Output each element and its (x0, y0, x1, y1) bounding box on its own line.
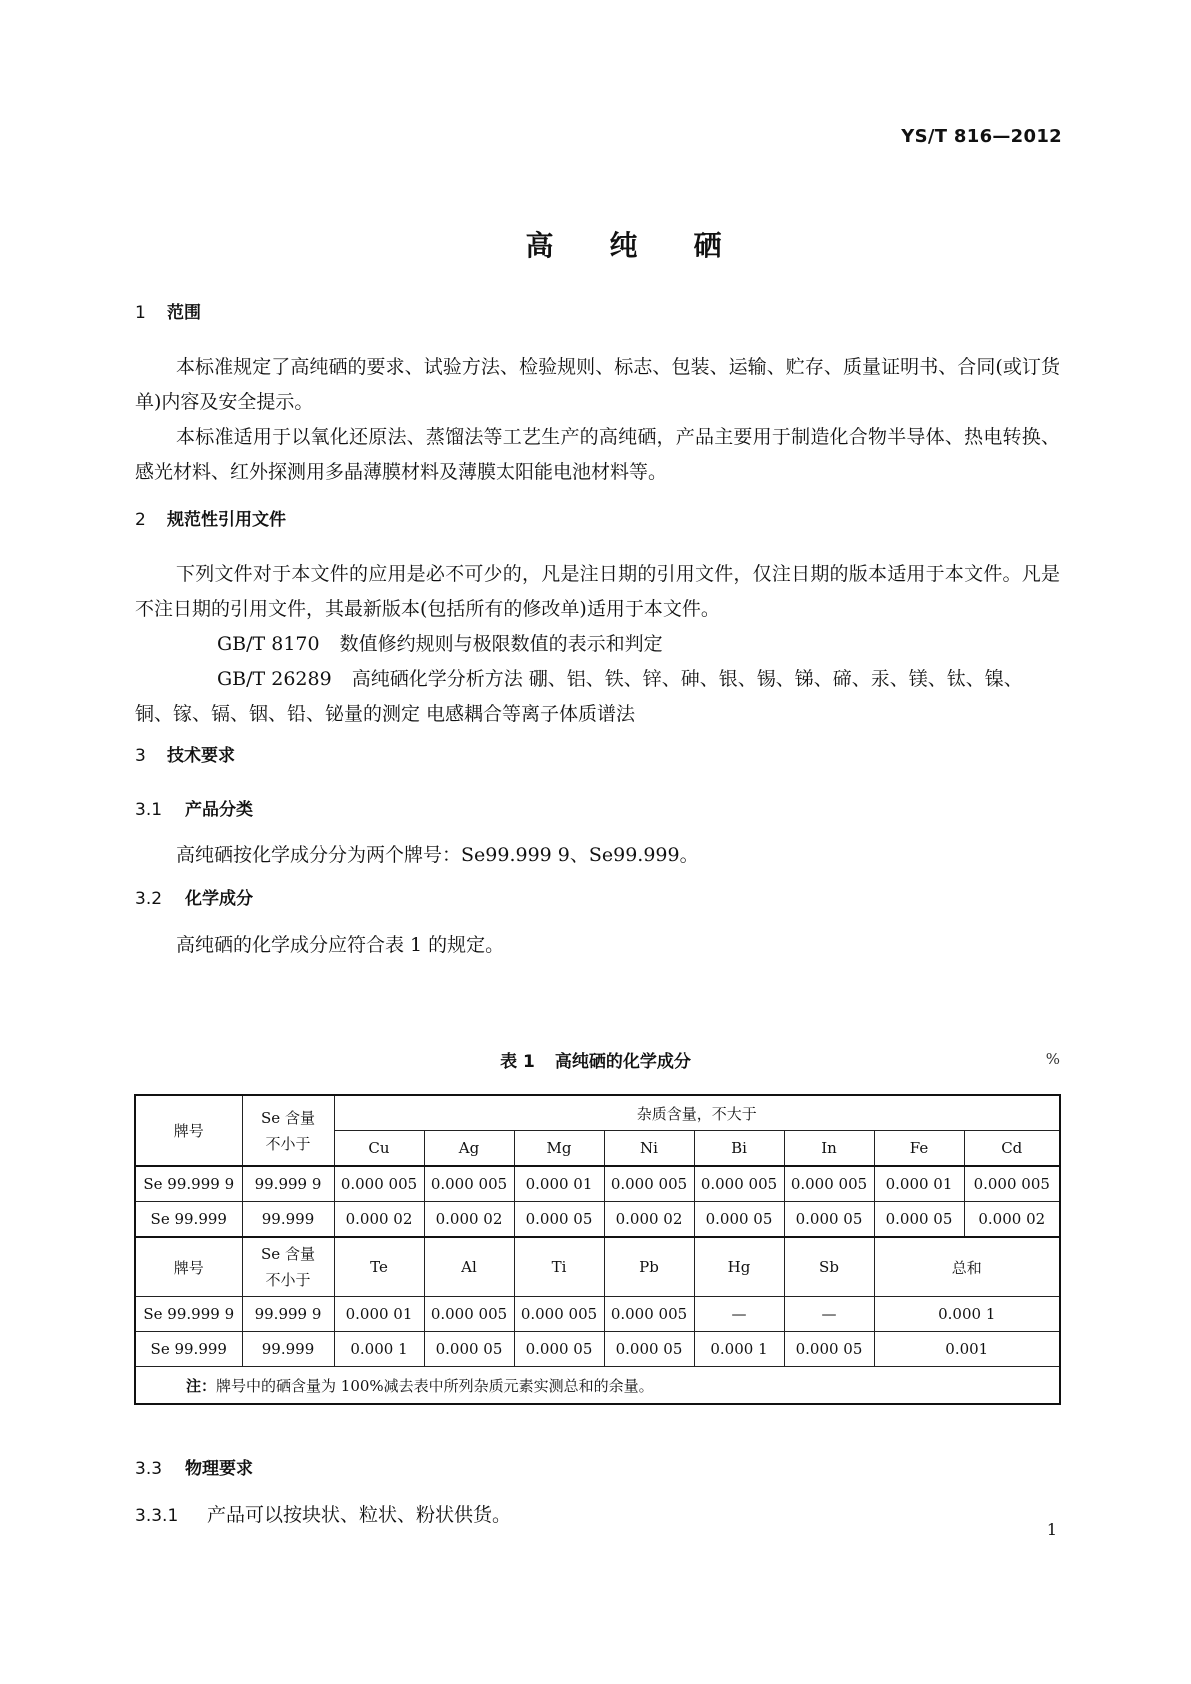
section-2-intro: 下列文件对于本文件的应用是必不可少的，凡是注日期的引用文件，仅注日期的版本适用于本文件。凡是不注日期的引用文件，其最新版本(包括所有的修改单)适用于本文件。 (135, 563, 1060, 620)
section-title: 技术要求 (167, 746, 235, 766)
se-header-line-2: 不小于 (265, 1134, 311, 1153)
grade-header: 牌号 (135, 1237, 242, 1297)
value-cell: 0.000 005 (334, 1166, 424, 1202)
column-header: Sb (784, 1237, 874, 1297)
grade-cell: Se 99.999 9 (135, 1297, 242, 1332)
value-cell: 0.000 05 (604, 1332, 694, 1367)
column-header: Cu (334, 1131, 424, 1167)
se-cell: 99.999 9 (242, 1297, 334, 1332)
table-unit: % (1045, 1050, 1060, 1068)
value-cell: 0.000 05 (874, 1202, 964, 1238)
reference-code: GB/T 26289 (217, 668, 332, 690)
column-header: Bi (694, 1131, 784, 1167)
section-number: 2 (135, 510, 146, 530)
value-cell: 0.000 005 (604, 1166, 694, 1202)
section-3-2-text: 高纯硒的化学成分应符合表 1 的规定。 (176, 934, 505, 956)
grade-cell: Se 99.999 (135, 1202, 242, 1238)
section-3-2-heading (135, 884, 253, 909)
section-number: 3.3.1 (135, 1506, 179, 1526)
value-cell: 0.000 05 (694, 1202, 784, 1238)
value-cell: — (694, 1297, 784, 1332)
column-header: Pb (604, 1237, 694, 1297)
value-cell: 0.000 05 (514, 1202, 604, 1238)
section-number: 3 (135, 746, 146, 766)
section-3-3-1 (135, 1500, 511, 1527)
value-cell: 0.000 005 (424, 1297, 514, 1332)
value-cell: 0.000 05 (784, 1202, 874, 1238)
section-1-paragraph-1: 本标准规定了高纯硒的要求、试验方法、检验规则、标志、包装、运输、贮存、质量证明书、合同(或订货单)内容及安全提示。 (135, 356, 1060, 413)
section-title: 规范性引用文件 (167, 510, 286, 530)
value-cell: 0.000 005 (784, 1166, 874, 1202)
section-title: 化学成分 (185, 889, 253, 909)
value-cell: 0.000 005 (424, 1166, 514, 1202)
value-cell: 0.000 01 (334, 1297, 424, 1332)
chemical-composition-table (134, 1094, 1061, 1405)
value-cell: — (784, 1297, 874, 1332)
note-text: 牌号中的硒含量为 100%减去表中所列杂质元素实测总和的余量。 (216, 1376, 654, 1395)
se-cell: 99.999 9 (242, 1166, 334, 1202)
se-cell: 99.999 (242, 1332, 334, 1367)
section-1-heading (135, 298, 201, 323)
grade-header: 牌号 (135, 1095, 242, 1166)
column-header: Al (424, 1237, 514, 1297)
table-row (135, 1166, 1060, 1202)
table-row (135, 1202, 1060, 1238)
se-content-header (242, 1095, 334, 1166)
se-header-line-1: Se 含量 (261, 1245, 315, 1263)
value-cell: 0.000 02 (334, 1202, 424, 1238)
value-cell: 0.000 05 (424, 1332, 514, 1367)
value-cell: 0.000 02 (964, 1202, 1060, 1238)
table-title: 高纯硒的化学成分 (554, 1052, 691, 1072)
table-number: 表 1 (500, 1052, 535, 1072)
value-cell: 0.000 005 (604, 1297, 694, 1332)
section-number: 1 (135, 303, 146, 323)
se-content-header (242, 1237, 334, 1297)
section-3-heading (135, 741, 235, 766)
section-title: 产品分类 (185, 800, 253, 820)
standard-id: YS/T 816—2012 (901, 126, 1062, 147)
document-title: 高纯硒 (525, 229, 778, 262)
section-title: 物理要求 (185, 1459, 253, 1479)
section-3-3-1-text: 产品可以按块状、粒状、粉状供货。 (207, 1504, 512, 1526)
section-title: 范围 (167, 303, 201, 323)
value-cell: 0.000 1 (334, 1332, 424, 1367)
section-3-1-heading (135, 795, 253, 820)
section-3-3-heading (135, 1454, 253, 1479)
column-header: Hg (694, 1237, 784, 1297)
column-header: 总和 (874, 1237, 1060, 1297)
column-header: Ti (514, 1237, 604, 1297)
table-note (135, 1367, 1060, 1405)
column-header: Ag (424, 1131, 514, 1167)
value-cell: 0.000 05 (514, 1332, 604, 1367)
column-header: Cd (964, 1131, 1060, 1167)
value-cell: 0.000 02 (604, 1202, 694, 1238)
section-number: 3.1 (135, 800, 163, 820)
column-header: Ni (604, 1131, 694, 1167)
section-2-heading (135, 505, 286, 530)
table-caption (0, 1047, 1191, 1072)
value-cell: 0.000 05 (784, 1332, 874, 1367)
grade-cell: Se 99.999 9 (135, 1166, 242, 1202)
reference-title: 数值修约规则与极限数值的表示和判定 (339, 633, 663, 655)
se-header-line-2: 不小于 (265, 1271, 311, 1289)
reference-item (135, 662, 1060, 732)
reference-item (135, 627, 1060, 662)
value-cell: 0.000 1 (694, 1332, 784, 1367)
value-cell: 0.000 02 (424, 1202, 514, 1238)
value-cell: 0.000 005 (964, 1166, 1060, 1202)
section-number: 3.3 (135, 1459, 163, 1479)
page-number: 1 (1046, 1520, 1057, 1539)
grade-cell: Se 99.999 (135, 1332, 242, 1367)
table-row (135, 1297, 1060, 1332)
value-cell: 0.000 01 (874, 1166, 964, 1202)
table-row (135, 1332, 1060, 1367)
value-cell: 0.001 (874, 1332, 1060, 1367)
se-header-line-1: Se 含量 (261, 1108, 315, 1127)
column-header: Mg (514, 1131, 604, 1167)
section-3-1-text: 高纯硒按化学成分分为两个牌号：Se99.999 9、Se99.999。 (176, 844, 699, 866)
column-header: In (784, 1131, 874, 1167)
note-label: 注： (186, 1376, 217, 1395)
value-cell: 0.000 1 (874, 1297, 1060, 1332)
section-number: 3.2 (135, 889, 163, 909)
reference-title: 高纯硒化学分析方法 硼、铝、铁、锌、砷、银、锡、锑、碲、汞、镁、钛、镍、铜、镓、镉、铟、铅、铋量的测定 电感耦合等离子体质谱法 (135, 668, 1023, 725)
section-1-paragraph-2: 本标准适用于以氧化还原法、蒸馏法等工艺生产的高纯硒，产品主要用于制造化合物半导体、热电转换、感光材料、红外探测用多晶薄膜材料及薄膜太阳能电池材料等。 (135, 426, 1060, 483)
value-cell: 0.000 005 (514, 1297, 604, 1332)
column-header: Fe (874, 1131, 964, 1167)
value-cell: 0.000 005 (694, 1166, 784, 1202)
value-cell: 0.000 01 (514, 1166, 604, 1202)
se-cell: 99.999 (242, 1202, 334, 1238)
column-header: Te (334, 1237, 424, 1297)
reference-code: GB/T 8170 (217, 633, 320, 655)
impurity-header: 杂质含量，不大于 (334, 1095, 1060, 1131)
